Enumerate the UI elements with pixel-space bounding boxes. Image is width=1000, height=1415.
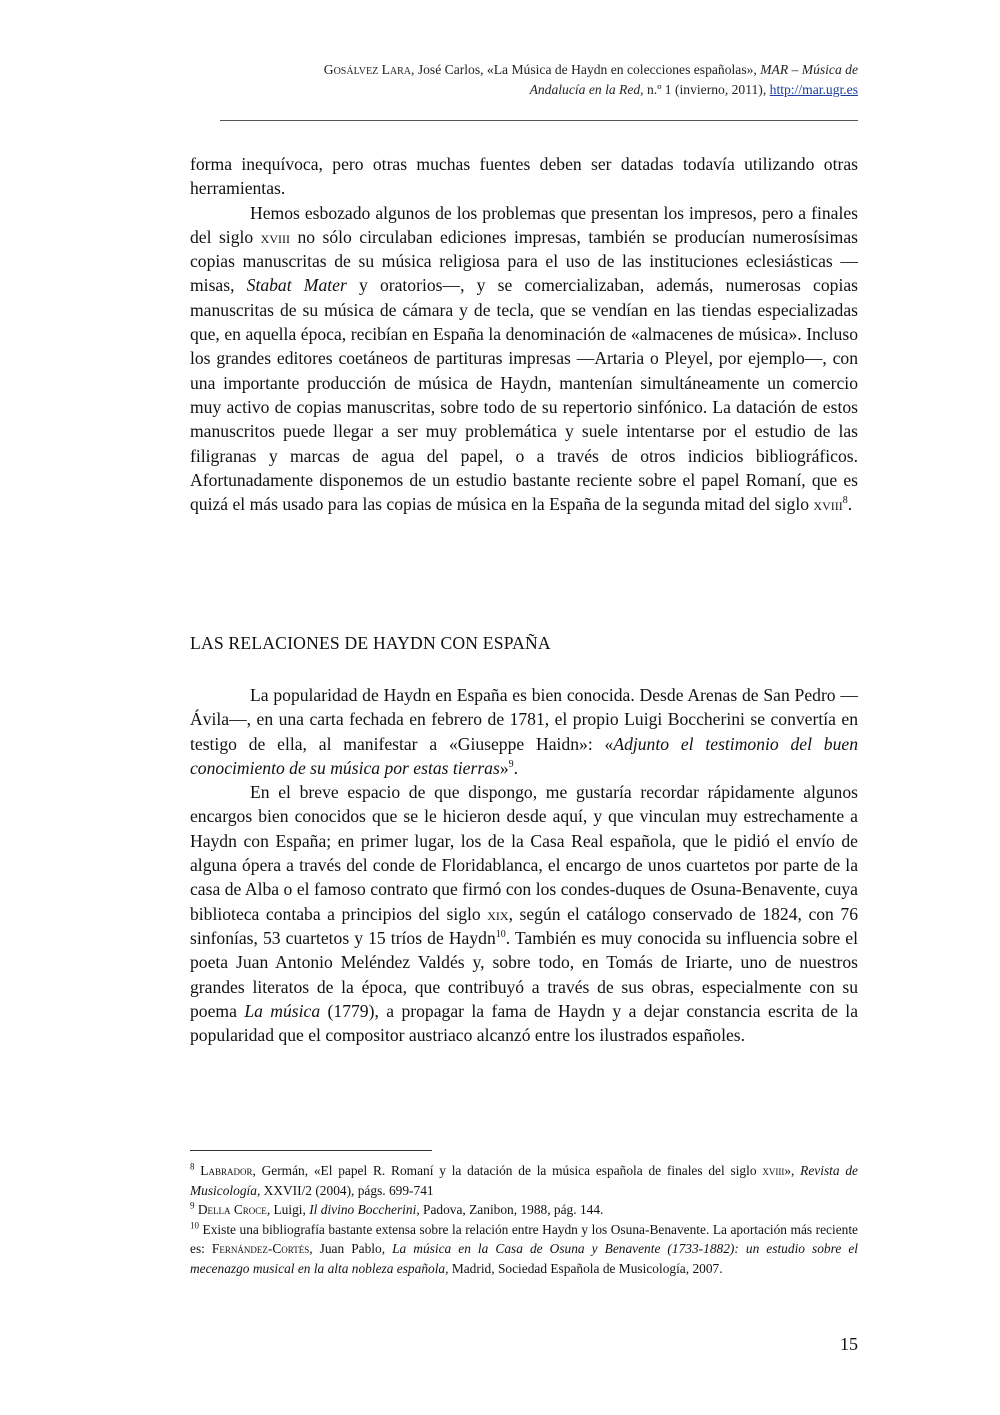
header-line-1 (190, 60, 858, 80)
footnote-10-number: 10 (190, 1220, 199, 1231)
header-issue: n.º 1 (invierno, 2011), (643, 82, 770, 97)
header-author: Gosálvez Lara (323, 62, 412, 77)
header-journal: MAR – Música de (760, 62, 858, 77)
p4-text-e: (1779), a propagar la fama de Haydn y a dejar constancia escrita de la popularidad que el compositor austriaco alcanzó entre los ilustrados españoles. (190, 1000, 859, 1046)
footnote-8-number: 8 (190, 1161, 195, 1172)
footnote-rule (190, 1150, 432, 1151)
p4-text-d: . También es muy conocida su influencia sobre el poeta Juan Antonio Meléndez Valdés y, sobre todo, en Tomás de Iriarte, uno de nuestros grandes literatos de la época, que contribuyó a través de sus obras, especialmente con su poema (190, 927, 858, 1021)
footnote-8-journal: Revista de Musicología (190, 1163, 858, 1198)
footnote-8 (190, 1161, 858, 1200)
page-number: 15 (840, 1334, 858, 1354)
running-header (190, 60, 858, 100)
p2-text-c: y oratorios—, y se comercializaban, además, numerosas copias manuscritas de su música de cámara y de tecla, que se vendían en las tiendas especializadas que, en aquella época, recibían en España la denominación de «almacenes de música». Incluso los grandes editores coetáneos de partituras impresas —Artaria o Pleyel, por ejemplo—, con una importante producción de música de Haydn, mantenían simultáneamente un comercio muy activo de copias manuscritas, sobre todo de su repertorio sinfónico. La datación de estos manuscritos puede llegar a ser muy problemática y suele intentarse por el estudio de las filigranas y marcas de agua del papel, o a través de otros indicios bibliográficos. Afortunadamente disponemos de un estudio bastante reciente sobre el papel Romaní, que es quizá el más usado para las copias de música en la España de la segunda mitad del siglo (190, 275, 858, 515)
footnote-8-text-d: , XXVII/2 (2004), págs. 699-741 (256, 1182, 434, 1198)
p2-century-2: xviii (813, 494, 843, 515)
footnote-10-title: La música en la Casa de Osuna y Benavente (1733-1882): un estudio sobre el mecenazgo musical en la alta nobleza española (190, 1241, 858, 1276)
body-section-2 (190, 683, 858, 1047)
p4-text-b: , según el catálogo conservado de 1824, con 76 sinfonías, 53 cuartetos y 15 tríos de Haydn (190, 903, 858, 948)
p3-close-quote: » (499, 757, 509, 778)
p3-end: . (513, 757, 519, 778)
p2-end: . (847, 494, 853, 515)
p2-century-1: xviii (260, 226, 290, 247)
header-url-link[interactable]: http://mar.ugr.es (769, 82, 858, 97)
header-rule (220, 120, 858, 121)
footnote-8-text-a: , Germán, «El papel R. Romaní y la datación de la música española de finales del siglo (252, 1163, 763, 1178)
footnote-9-author: Della Croce (197, 1202, 267, 1218)
p3-text-a: La popularidad de Haydn en España es bien conocida. Desde Arenas de San Pedro —Ávila—, en una carta fechada en febrero de 1781, el propio Luigi Boccherini se convertía en testigo de ella, al manifestar a «Giuseppe Haidn»: « (190, 685, 858, 754)
footnotes (190, 1161, 858, 1279)
footnote-8-author: Labrador (200, 1163, 253, 1178)
p4-italic: La música (244, 1000, 321, 1021)
p2-text-b: no sólo circulaban ediciones impresas, también se producían numerosísimas copias manuscritas de su música religiosa para el uso de las instituciones eclesiásticas —misas, (190, 226, 858, 296)
footnote-8-text-b: », (784, 1163, 801, 1178)
p3-quote: Adjunto el testimonio del buen conocimiento de su música por estas tierras (190, 733, 858, 778)
header-line-2 (190, 80, 858, 100)
footnote-9-number: 9 (190, 1200, 195, 1211)
p2-text-a: Hemos esbozado algunos de los problemas que presentan los impresos, pero a finales del siglo (190, 202, 858, 247)
footnote-10-author: Fernández-Cortés (211, 1241, 310, 1257)
footnote-10 (190, 1220, 858, 1279)
paragraph-3 (190, 683, 858, 780)
footnote-9-title: Il divino Boccherini (309, 1202, 417, 1218)
body-section-1 (190, 152, 858, 516)
footnote-ref-8[interactable]: 8 (842, 495, 848, 507)
footnote-9 (190, 1200, 858, 1220)
footnote-ref-9[interactable]: 9 (508, 759, 514, 771)
footnote-9-text-b: , Padova, Zanibon, 1988, pág. 144. (416, 1202, 604, 1218)
p4-text-a: En el breve espacio de que dispongo, me gustaría recordar rápidamente algunos encargos bien conocidos que se le hicieron desde aquí, y que vinculan muy estrechamente a Haydn con España; en primer lugar, los de la Casa Real española, que le pidió el envío de alguna ópera a través del conde de Floridablanca, el encargo de unos cuartetos por parte de la casa de Alba o el famoso contrato que firmó con los condes-duques de Osuna-Benavente, cuya biblioteca contaba a principios del siglo (190, 782, 858, 924)
p4-century: xix (487, 903, 509, 924)
footnote-8-century: xviii (762, 1163, 785, 1178)
paragraph-1: forma inequívoca, pero otras muchas fuentes deben ser datadas todavía utilizando otras herramientas. (190, 154, 858, 199)
footnote-10-text-c: , Madrid, Sociedad Española de Musicología, 2007. (445, 1260, 723, 1276)
footnote-9-text-a: , Luigi, (266, 1202, 310, 1218)
footnote-10-text-b: , Juan Pablo, (309, 1241, 393, 1257)
section-heading: LAS RELACIONES DE HAYDN CON ESPAÑA (190, 633, 551, 653)
p2-italic: Stabat Mater (246, 275, 347, 296)
footnote-10-text-a: Existe una bibliografía bastante extensa sobre la relación entre Haydn y los Osuna-Benavente. La aportación más reciente es: (190, 1221, 858, 1257)
header-citation: , José Carlos, «La Música de Haydn en colecciones españolas», (411, 62, 761, 77)
paragraph-2 (190, 201, 858, 517)
footnote-ref-10[interactable]: 10 (495, 929, 506, 941)
header-journal-cont: Andalucía en la Red, (529, 82, 644, 97)
paragraph-4 (190, 780, 858, 1047)
